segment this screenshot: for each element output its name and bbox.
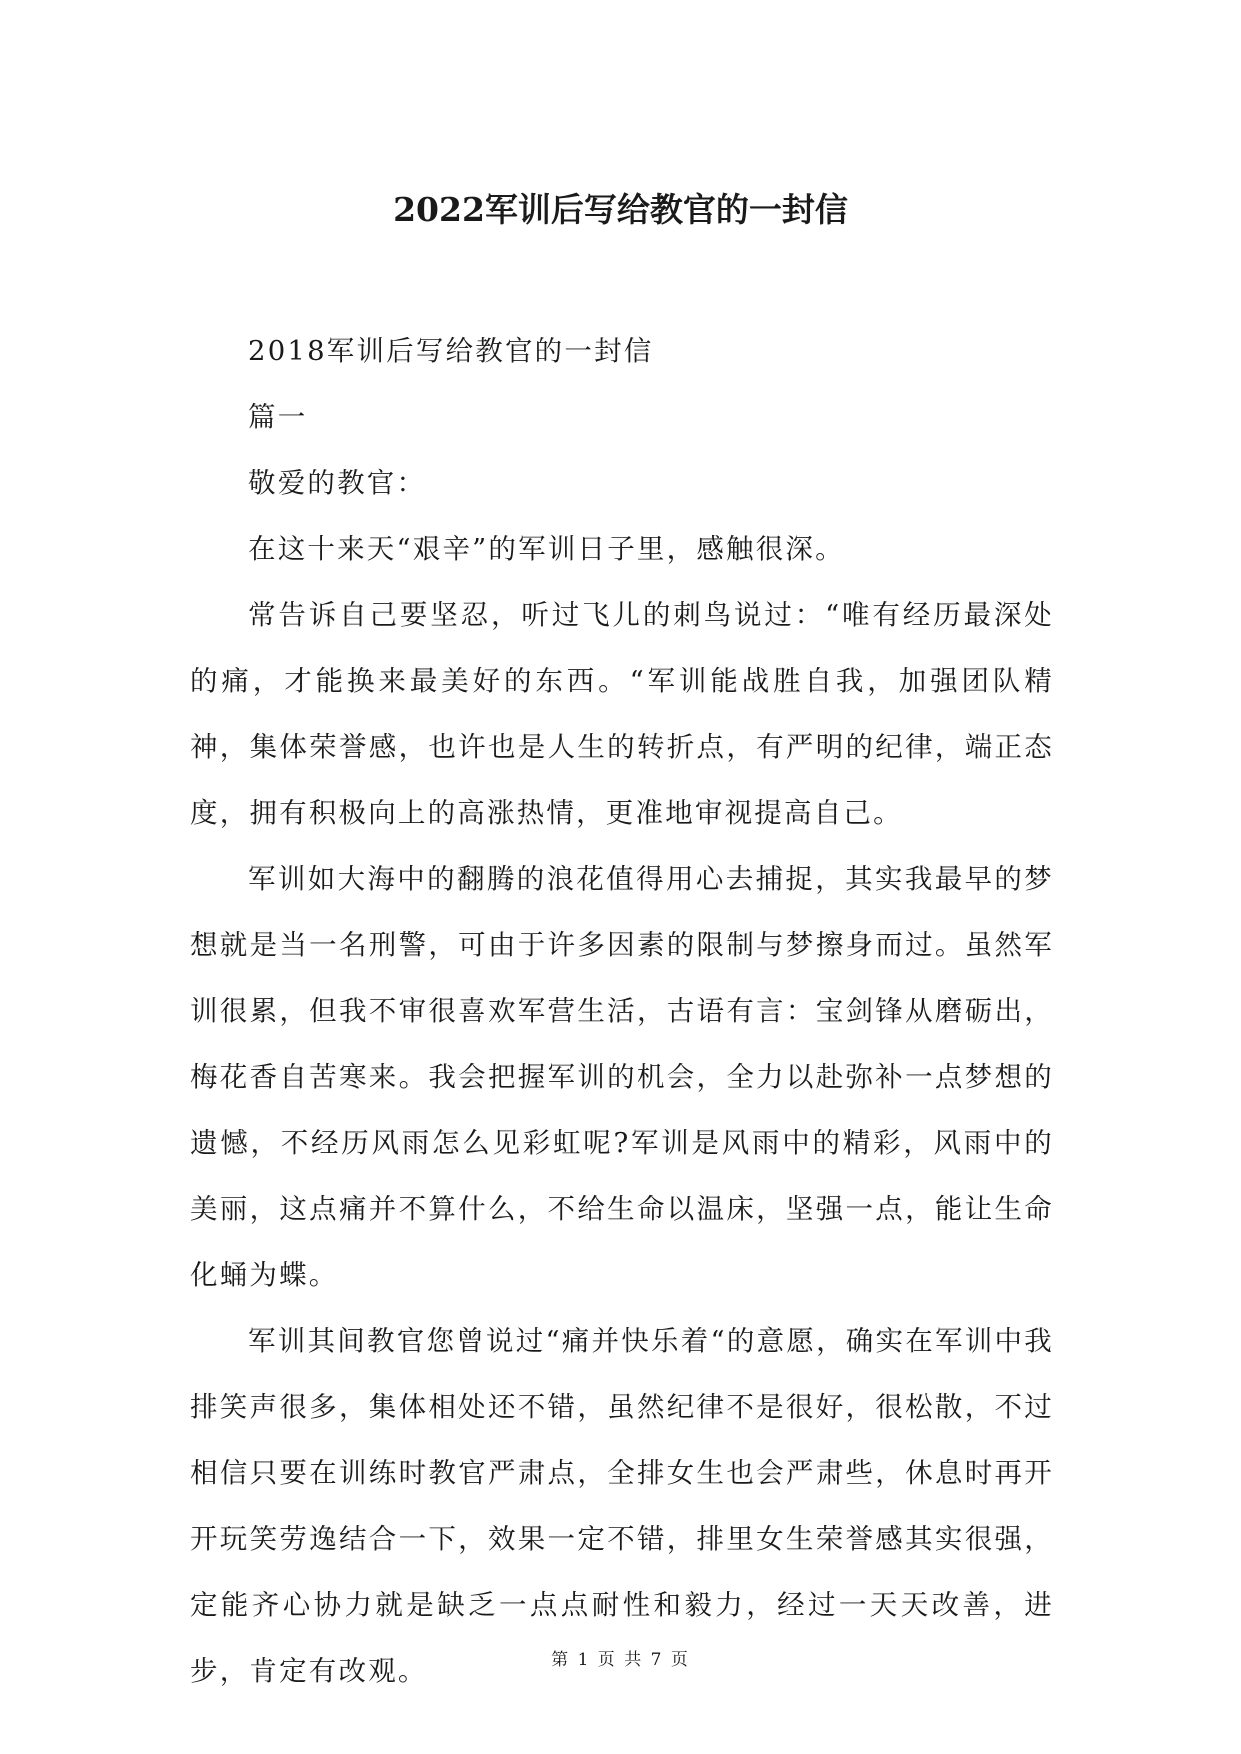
document-title: 2022军训后写给教官的一封信 <box>393 190 848 229</box>
paragraph: 军训其间教官您曾说过“痛并快乐着“的意愿，确实在军训中我排笑声很多，集体相处还不错，虽然纪律不是很好，很松散，不过相信只要在训练时教官严肃点，全排女生也会严肃些，休息时再开开玩笑劳逸结合一下，效果一定不错，排里女生荣誉感其实很强，定能齐心协力就是缺乏一点点耐性和毅力，经过一天天改善，进步，肯定有改观。 <box>190 1325 1054 1687</box>
paragraph: 在这十来天“艰辛”的军训日子里，感触很深。 <box>248 533 845 565</box>
document-body <box>190 318 1054 1704</box>
paragraph: 军训如大海中的翻腾的浪花值得用心去捕捉，其实我最早的梦想就是当一名刑警，可由于许多因素的限制与梦擦身而过。虽然军训很累，但我不审很喜欢军营生活，古语有言：宝剑锋从磨砺出，梅花香自苦寒来。我会把握军训的机会，全力以赴弥补一点梦想的遗憾，不经历风雨怎么见彩虹呢?军训是风雨中的精彩，风雨中的美丽，这点痛并不算什么，不给生命以温床，坚强一点，能让生命化蛹为蝶。 <box>190 863 1054 1291</box>
paragraph-salutation: 敬爱的教官： <box>248 467 427 499</box>
paragraph-section-label: 篇一 <box>248 401 308 433</box>
page-number-footer: 第 1 页 共 7 页 <box>551 1650 690 1670</box>
paragraph: 常告诉自己要坚忍，听过飞儿的刺鸟说过：“唯有经历最深处的痛，才能换来最美好的东西。“军训能战胜自我，加强团队精神，集体荣誉感，也许也是人生的转折点，有严明的纪律，端正态度，拥有积极向上的高涨热情，更准地审视提高自己。 <box>190 599 1054 829</box>
paragraph-subtitle: 2018军训后写给教官的一封信 <box>248 335 654 367</box>
